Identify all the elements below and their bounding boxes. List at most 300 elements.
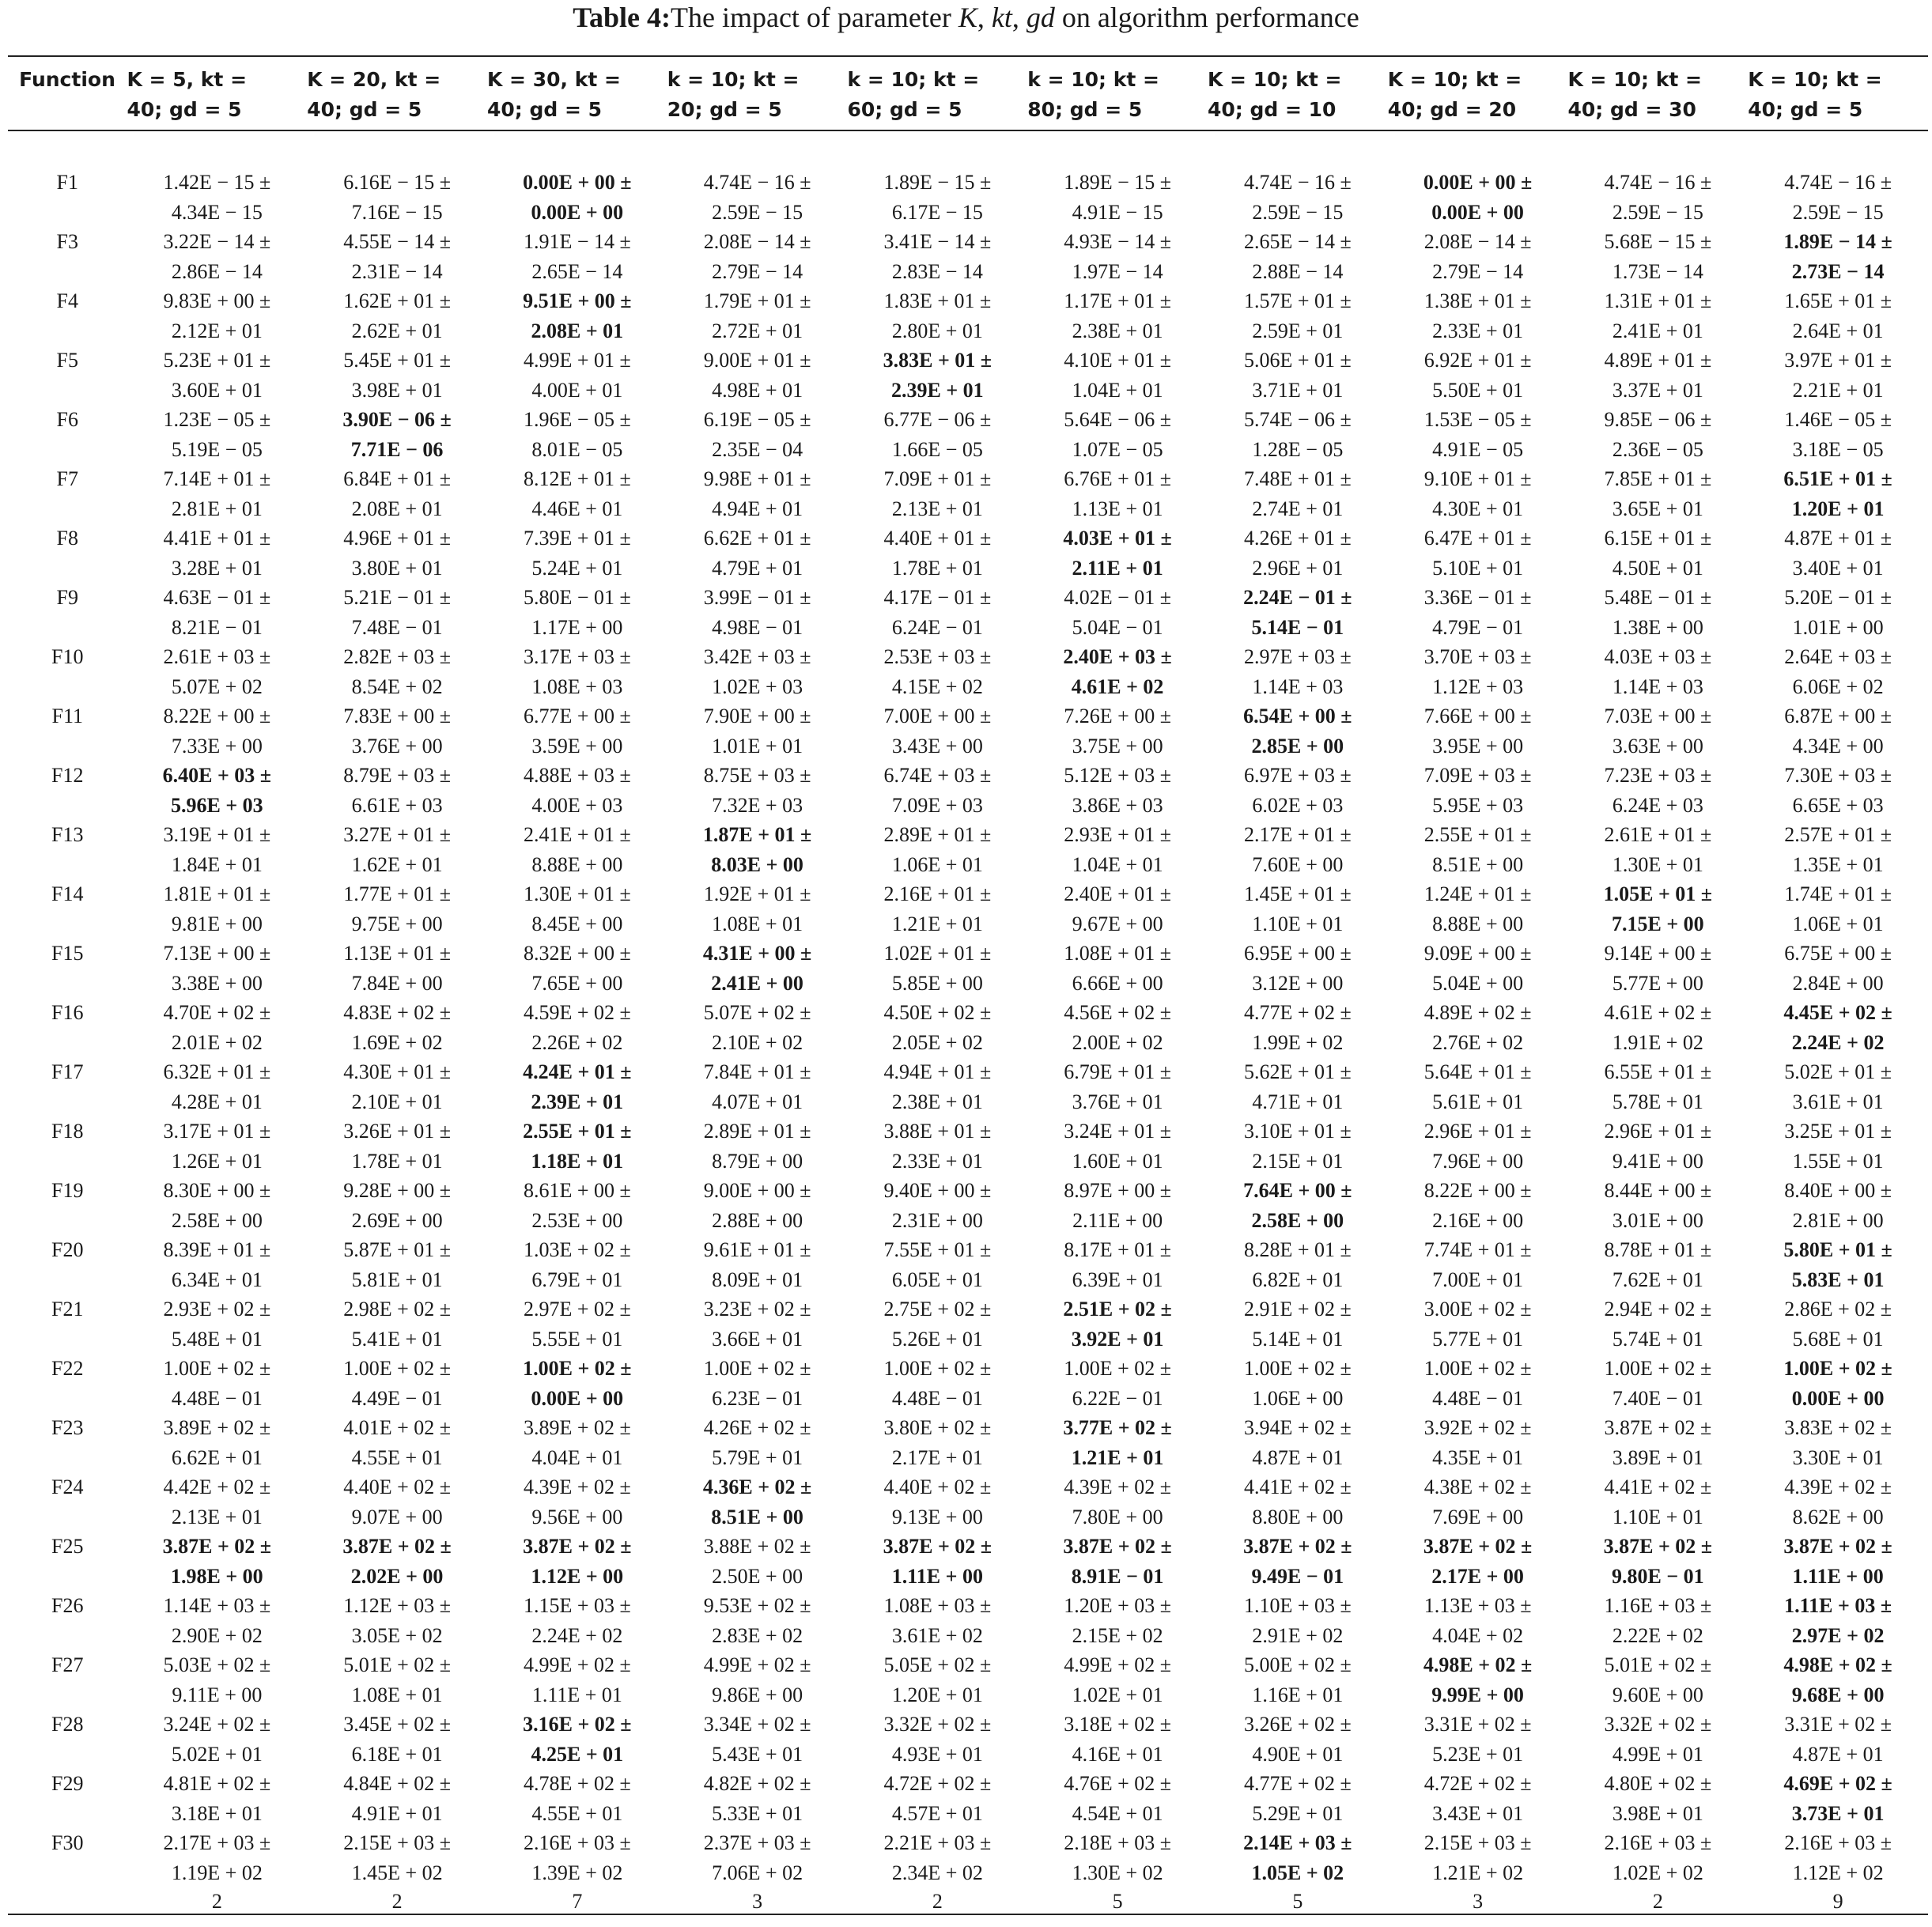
std-value: 2.17E + 00	[1431, 1564, 1524, 1588]
mean-value: 5.06E + 01 ±	[1243, 349, 1352, 372]
mean-value: 7.03E + 00 ±	[1604, 705, 1712, 727]
std-value: 1.12E + 00	[531, 1564, 624, 1588]
mean-value: 8.22E + 00 ±	[1423, 1179, 1532, 1202]
table-row	[8, 1828, 1928, 1887]
std-value: 4.91E − 05	[1432, 437, 1524, 461]
std-value: 2.41E + 01	[1612, 319, 1703, 342]
std-value: 1.08E + 03	[531, 674, 623, 698]
std-value: 1.02E + 01	[1072, 1683, 1163, 1706]
mean-value: 4.30E + 01 ±	[343, 1060, 452, 1083]
mean-value: 5.80E − 01 ±	[523, 586, 631, 609]
mean-value: 1.00E + 02 ±	[1423, 1357, 1532, 1380]
mean-value: 5.12E + 03 ±	[1064, 764, 1172, 787]
mean-value: 6.79E + 01 ±	[1064, 1060, 1172, 1083]
mean-value: 7.64E + 00 ±	[1243, 1179, 1352, 1202]
std-value: 0.00E + 00	[531, 200, 624, 224]
std-value: 2.58E + 00	[1251, 1208, 1344, 1232]
result-cell	[307, 286, 487, 346]
std-value: 7.15E + 00	[1612, 912, 1704, 935]
std-value: 1.73E − 14	[1612, 259, 1703, 283]
result-cell	[307, 939, 487, 998]
mean-value: 5.64E − 06 ±	[1064, 408, 1172, 431]
mean-value: 2.75E + 02 ±	[883, 1298, 992, 1321]
result-cell	[1748, 1176, 1928, 1235]
caption-text-pre: The impact of parameter	[671, 2, 958, 33]
result-cell	[487, 998, 667, 1057]
mean-value: 9.00E + 01 ±	[703, 349, 811, 372]
result-cell	[847, 939, 1027, 998]
spacer-row	[8, 138, 1928, 168]
table-row	[8, 1235, 1928, 1294]
std-value: 1.66E − 05	[891, 437, 983, 461]
std-value: 2.15E + 02	[1072, 1623, 1163, 1647]
mean-value: 9.61E + 01 ±	[703, 1238, 811, 1261]
mean-value: 4.88E + 03 ±	[523, 764, 631, 787]
std-value: 9.75E + 00	[351, 912, 443, 935]
result-cell	[847, 1710, 1027, 1769]
std-value: 6.06E + 02	[1792, 674, 1884, 698]
mean-value: 4.17E − 01 ±	[883, 586, 992, 609]
result-cell	[127, 1769, 307, 1828]
std-value: 2.96E + 01	[1252, 556, 1344, 580]
std-value: 2.69E + 00	[351, 1208, 443, 1232]
result-cell	[307, 1710, 487, 1769]
mean-value: 2.89E + 01 ±	[883, 823, 992, 846]
std-value: 5.79E + 01	[712, 1445, 803, 1469]
mean-value: 4.89E + 02 ±	[1423, 1001, 1532, 1024]
mean-value: 9.83E + 00 ±	[163, 289, 271, 312]
mean-value: 5.74E − 06 ±	[1243, 408, 1352, 431]
result-cell	[307, 1591, 487, 1650]
result-cell	[127, 939, 307, 998]
table-row	[8, 523, 1928, 583]
table-row	[8, 1413, 1928, 1472]
std-value: 1.45E + 02	[351, 1861, 443, 1884]
mean-value: 7.84E + 01 ±	[703, 1060, 811, 1083]
best-count-cell: 7	[572, 1890, 583, 1913]
result-cell	[487, 1828, 667, 1887]
mean-value: 5.00E + 02 ±	[1243, 1653, 1352, 1676]
result-cell	[1208, 1710, 1388, 1769]
result-cell	[1208, 642, 1388, 701]
std-value: 9.68E + 00	[1791, 1683, 1885, 1706]
mean-value: 7.85E + 01 ±	[1604, 467, 1712, 490]
result-cell	[667, 761, 848, 820]
mean-value: 2.16E + 03 ±	[1784, 1831, 1892, 1854]
mean-value: 4.45E + 02 ±	[1783, 1001, 1892, 1024]
result-cell	[847, 1235, 1027, 1294]
result-cell	[1388, 1057, 1568, 1117]
function-name: F22	[51, 1357, 84, 1380]
mean-value: 3.16E + 02 ±	[523, 1713, 632, 1736]
mean-value: 4.41E + 02 ±	[1604, 1475, 1712, 1498]
mean-value: 4.40E + 02 ±	[883, 1475, 992, 1498]
result-cell	[1567, 405, 1748, 464]
mean-value: 4.77E + 02 ±	[1243, 1772, 1352, 1795]
mean-value: 2.97E + 03 ±	[1243, 645, 1352, 668]
mean-value: 4.84E + 02 ±	[343, 1772, 452, 1795]
std-value: 4.35E + 01	[1432, 1445, 1524, 1469]
std-value: 2.83E + 02	[712, 1623, 803, 1647]
result-cell	[127, 761, 307, 820]
result-cell	[1567, 1472, 1748, 1532]
std-value: 2.39E + 01	[891, 378, 984, 402]
caption-kt: kt	[991, 2, 1012, 33]
header-col-3	[487, 57, 667, 138]
result-cell	[1567, 464, 1748, 523]
std-value: 4.49E − 01	[351, 1386, 443, 1410]
mean-value: 9.00E + 00 ±	[703, 1179, 811, 1202]
result-cell	[307, 1176, 487, 1235]
std-value: 1.99E + 02	[1252, 1030, 1344, 1054]
std-value: 5.26E + 01	[891, 1327, 983, 1351]
mean-value: 1.05E + 01 ±	[1603, 882, 1713, 905]
result-cell	[1208, 1057, 1388, 1117]
mean-value: 7.74E + 01 ±	[1423, 1238, 1532, 1261]
mean-value: 4.59E + 02 ±	[523, 1001, 631, 1024]
std-value: 2.81E + 01	[171, 497, 263, 520]
result-cell	[1748, 1769, 1928, 1828]
std-value: 4.57E + 01	[891, 1801, 983, 1825]
mean-value: 4.78E + 02 ±	[523, 1772, 631, 1795]
std-value: 7.84E + 00	[351, 971, 443, 995]
mean-value: 1.38E + 01 ±	[1423, 289, 1532, 312]
header-function	[8, 57, 127, 138]
result-cell	[1027, 583, 1208, 642]
std-value: 2.33E + 01	[1432, 319, 1524, 342]
result-cell	[1027, 227, 1208, 286]
mean-value: 7.09E + 03 ±	[1423, 764, 1532, 787]
result-cell	[1748, 1235, 1928, 1294]
std-value: 5.78E + 01	[1612, 1090, 1703, 1113]
header-col-10	[1748, 57, 1928, 138]
result-cell	[487, 1472, 667, 1532]
result-cell	[1027, 1650, 1208, 1710]
result-cell	[1388, 939, 1568, 998]
function-name: F8	[56, 527, 78, 550]
std-value: 2.88E + 00	[712, 1208, 803, 1232]
result-cell	[1208, 1294, 1388, 1354]
mean-value: 3.10E + 01 ±	[1243, 1120, 1352, 1143]
std-value: 1.06E + 00	[1252, 1386, 1344, 1410]
std-value: 1.06E + 01	[891, 852, 983, 876]
mean-value: 9.40E + 00 ±	[883, 1179, 992, 1202]
result-cell	[1748, 701, 1928, 761]
mean-value: 1.12E + 03 ±	[343, 1594, 452, 1617]
mean-value: 5.62E + 01 ±	[1243, 1060, 1352, 1083]
std-value: 4.91E − 15	[1072, 200, 1163, 224]
std-value: 1.19E + 02	[171, 1861, 263, 1884]
mean-value: 7.90E + 00 ±	[703, 705, 811, 727]
std-value: 3.30E + 01	[1792, 1445, 1884, 1469]
result-cell	[1208, 1532, 1388, 1591]
mean-value: 3.26E + 02 ±	[1243, 1713, 1352, 1736]
mean-value: 6.84E + 01 ±	[343, 467, 452, 490]
std-value: 5.74E + 01	[1612, 1327, 1703, 1351]
std-value: 8.21E − 01	[171, 615, 263, 639]
mean-value: 3.36E − 01 ±	[1423, 586, 1532, 609]
std-value: 5.83E + 01	[1791, 1268, 1885, 1291]
mean-value: 1.89E − 15 ±	[1064, 171, 1172, 194]
result-cell	[1748, 939, 1928, 998]
result-cell	[1748, 168, 1928, 227]
result-cell	[127, 1117, 307, 1176]
result-cell	[1567, 998, 1748, 1057]
mean-value: 4.83E + 02 ±	[343, 1001, 452, 1024]
header-col-line: 40; gd = 5	[127, 98, 242, 121]
std-value: 9.80E − 01	[1612, 1564, 1704, 1588]
header-col-line: 40; gd = 30	[1567, 98, 1696, 121]
function-name: F29	[51, 1772, 84, 1795]
std-value: 2.02E + 00	[350, 1564, 444, 1588]
mean-value: 4.89E + 01 ±	[1604, 349, 1712, 372]
result-cell	[1208, 761, 1388, 820]
std-value: 4.87E + 01	[1792, 1742, 1884, 1766]
std-value: 2.86E − 14	[171, 259, 263, 283]
std-value: 4.48E − 01	[1432, 1386, 1524, 1410]
result-cell	[487, 1235, 667, 1294]
result-cell	[127, 1413, 307, 1472]
best-count-cell: 5	[1292, 1890, 1303, 1913]
std-value: 2.12E + 01	[171, 319, 263, 342]
mean-value: 5.80E + 01 ±	[1783, 1238, 1892, 1261]
function-name: F16	[51, 1001, 84, 1024]
std-value: 3.76E + 00	[351, 734, 443, 758]
table-row	[8, 1769, 1928, 1828]
mean-value: 3.87E + 02 ±	[162, 1535, 272, 1558]
result-cell	[127, 1057, 307, 1117]
mean-value: 4.98E + 02 ±	[1783, 1653, 1892, 1676]
header-col-7	[1208, 57, 1388, 138]
header-function-label: Function	[19, 68, 115, 91]
std-value: 5.81E + 01	[351, 1268, 443, 1291]
function-name: F19	[51, 1179, 84, 1202]
mean-value: 3.83E + 01 ±	[883, 349, 992, 372]
mean-value: 4.74E − 16 ±	[1604, 171, 1712, 194]
mean-value: 1.46E − 05 ±	[1784, 408, 1892, 431]
mean-value: 1.13E + 01 ±	[343, 942, 452, 965]
result-cell	[847, 761, 1027, 820]
result-cell	[487, 286, 667, 346]
result-cell	[487, 879, 667, 939]
std-value: 1.17E + 00	[531, 615, 623, 639]
mean-value: 1.45E + 01 ±	[1243, 882, 1352, 905]
std-value: 5.55E + 01	[531, 1327, 623, 1351]
std-value: 7.33E + 00	[171, 734, 263, 758]
function-name: F12	[51, 764, 84, 787]
table-row	[8, 1294, 1928, 1354]
mean-value: 2.40E + 01 ±	[1064, 882, 1172, 905]
std-value: 7.00E + 01	[1432, 1268, 1524, 1291]
std-value: 5.41E + 01	[351, 1327, 443, 1351]
mean-value: 4.96E + 01 ±	[343, 527, 452, 550]
mean-value: 4.39E + 02 ±	[1784, 1475, 1892, 1498]
mean-value: 3.24E + 01 ±	[1064, 1120, 1172, 1143]
mean-value: 4.61E + 02 ±	[1604, 1001, 1712, 1024]
result-cell	[847, 879, 1027, 939]
mean-value: 3.87E + 02 ±	[1783, 1535, 1892, 1558]
mean-value: 2.21E + 03 ±	[883, 1831, 992, 1854]
function-name: F30	[51, 1831, 84, 1854]
std-value: 1.13E + 01	[1072, 497, 1163, 520]
result-cell	[127, 168, 307, 227]
mean-value: 6.74E + 03 ±	[883, 764, 992, 787]
result-cell	[307, 998, 487, 1057]
std-value: 2.85E + 00	[1251, 734, 1344, 758]
result-cell	[1388, 642, 1568, 701]
result-cell	[1567, 168, 1748, 227]
result-cell	[847, 583, 1027, 642]
std-value: 1.62E + 01	[351, 852, 443, 876]
std-value: 6.39E + 01	[1072, 1268, 1163, 1291]
mean-value: 1.00E + 02 ±	[703, 1357, 811, 1380]
mean-value: 2.37E + 03 ±	[703, 1831, 811, 1854]
result-cell	[487, 820, 667, 879]
mean-value: 9.28E + 00 ±	[343, 1179, 452, 1202]
table-row	[8, 1710, 1928, 1769]
table-row	[8, 227, 1928, 286]
std-value: 3.40E + 01	[1792, 556, 1884, 580]
mean-value: 1.24E + 01 ±	[1423, 882, 1532, 905]
result-cell	[667, 820, 848, 879]
function-name: F1	[56, 171, 78, 194]
mean-value: 4.41E + 02 ±	[1243, 1475, 1352, 1498]
mean-value: 2.17E + 03 ±	[163, 1831, 271, 1854]
mean-value: 1.00E + 02 ±	[883, 1357, 992, 1380]
result-cell	[667, 1057, 848, 1117]
mean-value: 4.39E + 02 ±	[1064, 1475, 1172, 1498]
function-name: F13	[51, 823, 84, 846]
std-value: 1.26E + 01	[171, 1149, 263, 1173]
mean-value: 7.83E + 00 ±	[343, 705, 452, 727]
std-value: 8.88E + 00	[531, 852, 623, 876]
std-value: 2.59E − 15	[1792, 200, 1884, 224]
result-cell	[1388, 286, 1568, 346]
mean-value: 1.62E + 01 ±	[343, 289, 452, 312]
mean-value: 3.22E − 14 ±	[163, 230, 271, 253]
std-value: 1.60E + 01	[1072, 1149, 1163, 1173]
result-cell	[667, 583, 848, 642]
mean-value: 4.31E + 00 ±	[702, 942, 812, 965]
header-col-line: k = 10; kt =	[667, 68, 800, 91]
mean-value: 2.96E + 01 ±	[1423, 1120, 1532, 1143]
std-value: 1.78E + 01	[891, 556, 983, 580]
mean-value: 1.17E + 01 ±	[1064, 289, 1172, 312]
table-row	[8, 1591, 1928, 1650]
mean-value: 5.03E + 02 ±	[163, 1653, 271, 1676]
mean-value: 3.00E + 02 ±	[1423, 1298, 1532, 1321]
mean-value: 6.32E + 01 ±	[163, 1060, 271, 1083]
result-cell	[127, 998, 307, 1057]
std-value: 9.81E + 00	[171, 912, 263, 935]
result-cell	[667, 227, 848, 286]
std-value: 7.71E − 06	[350, 437, 444, 461]
result-cell	[1748, 464, 1928, 523]
mean-value: 2.86E + 02 ±	[1784, 1298, 1892, 1321]
mean-value: 3.34E + 02 ±	[703, 1713, 811, 1736]
mean-value: 2.64E + 03 ±	[1784, 645, 1892, 668]
std-value: 1.01E + 01	[712, 734, 803, 758]
std-value: 5.19E − 05	[171, 437, 263, 461]
result-cell	[1567, 1354, 1748, 1413]
std-value: 9.99E + 00	[1431, 1683, 1524, 1706]
result-cell	[667, 1532, 848, 1591]
std-value: 1.02E + 02	[1612, 1861, 1703, 1884]
mean-value: 4.24E + 01 ±	[523, 1060, 632, 1083]
mean-value: 8.75E + 03 ±	[703, 764, 811, 787]
mean-value: 6.47E + 01 ±	[1423, 527, 1532, 550]
result-cell	[1748, 820, 1928, 879]
header-col-line: k = 10; kt =	[847, 68, 980, 91]
result-cell	[127, 1828, 307, 1887]
result-cell	[487, 1176, 667, 1235]
std-value: 1.69E + 02	[351, 1030, 443, 1054]
result-cell	[1748, 227, 1928, 286]
std-value: 4.94E + 01	[712, 497, 803, 520]
result-cell	[1567, 523, 1748, 583]
result-cell	[1208, 1769, 1388, 1828]
std-value: 3.18E + 01	[171, 1801, 263, 1825]
header-col-5	[847, 57, 1027, 138]
function-name: F21	[51, 1298, 84, 1321]
std-value: 1.07E − 05	[1072, 437, 1163, 461]
std-value: 1.97E − 14	[1072, 259, 1163, 283]
result-cell	[847, 1176, 1027, 1235]
mean-value: 6.51E + 01 ±	[1783, 467, 1892, 490]
std-value: 4.34E + 00	[1792, 734, 1884, 758]
result-cell	[487, 227, 667, 286]
table-row	[8, 879, 1928, 939]
std-value: 9.67E + 00	[1072, 912, 1163, 935]
result-cell	[667, 286, 848, 346]
std-value: 3.98E + 01	[1612, 1801, 1703, 1825]
std-value: 3.61E + 02	[891, 1623, 983, 1647]
result-cell	[127, 1294, 307, 1354]
std-value: 7.16E − 15	[351, 200, 443, 224]
mean-value: 3.90E − 06 ±	[342, 408, 452, 431]
result-cell	[667, 1828, 848, 1887]
result-cell	[487, 1294, 667, 1354]
mean-value: 2.89E + 01 ±	[703, 1120, 811, 1143]
result-cell	[1027, 1294, 1208, 1354]
mean-value: 8.78E + 01 ±	[1604, 1238, 1712, 1261]
result-cell	[1208, 583, 1388, 642]
result-cell	[127, 701, 307, 761]
std-value: 2.17E + 01	[891, 1445, 983, 1469]
result-cell	[667, 405, 848, 464]
result-cell	[1208, 701, 1388, 761]
std-value: 1.16E + 01	[1252, 1683, 1344, 1706]
result-cell	[1388, 227, 1568, 286]
std-value: 4.98E + 01	[712, 378, 803, 402]
header-col-line: K = 30, kt =	[486, 68, 621, 91]
result-cell	[307, 1472, 487, 1532]
std-value: 6.65E + 03	[1792, 793, 1884, 817]
std-value: 7.69E + 00	[1432, 1505, 1524, 1528]
table-row	[8, 1650, 1928, 1710]
mean-value: 8.22E + 00 ±	[163, 705, 271, 727]
std-value: 3.43E + 00	[891, 734, 983, 758]
mean-value: 1.00E + 02 ±	[523, 1357, 632, 1380]
mean-value: 5.21E − 01 ±	[343, 586, 452, 609]
mean-value: 7.13E + 00 ±	[163, 942, 271, 965]
std-value: 4.87E + 01	[1252, 1445, 1344, 1469]
mean-value: 3.70E + 03 ±	[1423, 645, 1532, 668]
result-cell	[127, 1591, 307, 1650]
result-cell	[1208, 1235, 1388, 1294]
function-name: F15	[51, 942, 84, 965]
std-value: 2.16E + 00	[1432, 1208, 1524, 1232]
